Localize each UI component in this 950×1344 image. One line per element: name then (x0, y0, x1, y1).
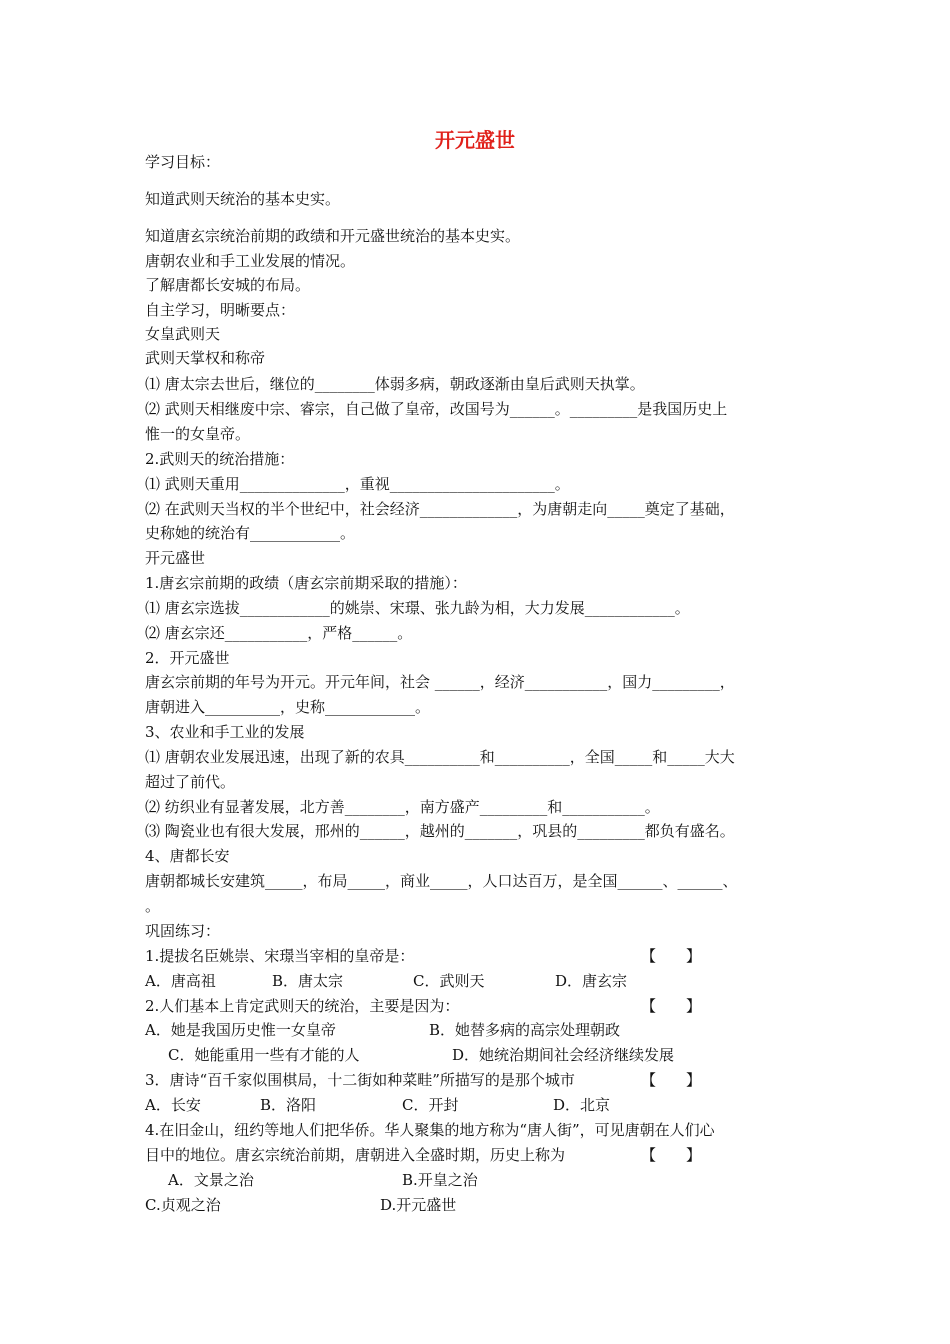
text-line: 3、农业和手工业的发展 (145, 723, 305, 741)
option: A．文景之治 (168, 1171, 254, 1189)
text-line: 2.武则天的统治措施： (145, 450, 295, 468)
option: B．唐太宗 (272, 972, 344, 990)
question-4: 4.在旧金山，纽约等地人们把华侨。华人聚集的地方称为“唐人街”，可见唐朝在人们心 (145, 1121, 715, 1139)
answer-bracket: 【 】 (641, 1146, 702, 1164)
text-line: 开元盛世 (145, 549, 206, 567)
option: A．她是我国历史惟一女皇帝 (145, 1021, 336, 1039)
text-line: ⑵ 在武则天当权的半个世纪中，社会经济_____________，为唐朝走向_____奠定了基础， (145, 500, 735, 518)
option: B．洛阳 (260, 1096, 317, 1114)
answer-bracket: 【 】 (641, 997, 702, 1015)
option: A．唐高祖 (145, 972, 216, 990)
option: C．武则天 (413, 972, 485, 990)
text-line: 知道唐玄宗统治前期的政绩和开元盛世统治的基本史实。 (145, 227, 521, 245)
text-line: ⑶ 陶瓷业也有很大发展，邢州的______，越州的_______，巩县的_________都负有盛名。 (145, 822, 735, 840)
option: C．开封 (402, 1096, 459, 1114)
answer-bracket: 【 】 (641, 947, 702, 965)
text-line: 1.唐玄宗前期的政绩（唐玄宗前期采取的措施）： (145, 574, 467, 592)
text-line: 女皇武则天 (145, 325, 221, 343)
answer-bracket: 【 】 (641, 1071, 702, 1089)
text-line: ⑴ 唐玄宗选拔____________的姚崇、宋璟、张九龄为相，大力发展____________。 (145, 599, 690, 617)
text-line: ⑴ 唐太宗去世后，继位的________体弱多病，朝政逐渐由皇后武则天执掌。 (145, 375, 645, 393)
question-4-cont: 目中的地位。唐玄宗统治前期，唐朝进入全盛时期，历史上称为 (145, 1146, 566, 1164)
option: D．北京 (553, 1096, 611, 1114)
text-line: 唐朝进入__________，史称____________。 (145, 698, 431, 716)
question-2: 2.人们基本上肯定武则天的统治，主要是因为： (145, 997, 460, 1015)
text-line: 学习目标： (145, 153, 221, 171)
text-line: 唐朝农业和手工业发展的情况。 (145, 252, 356, 270)
text-line: 惟一的女皇帝。 (145, 425, 251, 443)
option: C．她能重用一些有才能的人 (168, 1046, 360, 1064)
text-line: ⑵ 纺织业有显著发展，北方善________，南方盛产_________和___________。 (145, 798, 660, 816)
text-line: 超过了前代。 (145, 773, 236, 791)
text-line: 武则天掌权和称帝 (145, 349, 266, 367)
text-line: ⑴ 武则天重用______________，重视______________________。 (145, 475, 570, 493)
option: B．她替多病的高宗处理朝政 (429, 1021, 621, 1039)
text-line: 自主学习，明晰要点： (145, 301, 296, 319)
text-line: 了解唐都长安城的布局。 (145, 276, 311, 294)
text-line: ⑵ 武则天相继废中宗、睿宗，自己做了皇帝，改国号为______。_________是我国历史上 (145, 400, 728, 418)
option: D.开元盛世 (380, 1196, 457, 1214)
option: D．唐玄宗 (555, 972, 628, 990)
option: A．长安 (145, 1096, 201, 1114)
text-line: 史称她的统治有____________。 (145, 524, 356, 542)
text-line: ⑵ 唐玄宗还___________，严格______。 (145, 624, 413, 642)
option: D．她统治期间社会经济继续发展 (452, 1046, 675, 1064)
text-line: 2．开元盛世 (145, 649, 230, 667)
text-line: 巩固练习： (145, 922, 221, 940)
question-1: 1.提拔名臣姚崇、宋璟当宰相的皇帝是： (145, 947, 415, 965)
text-line: 唐朝都城长安建筑_____，布局_____，商业_____，人口达百万，是全国______、______、 (145, 872, 738, 890)
text-line: 。 (145, 897, 161, 915)
text-line: 唐玄宗前期的年号为开元。开元年间，社会 ______，经济___________，国力_________， (145, 673, 735, 691)
text-line: 4、唐都长安 (145, 847, 230, 865)
text-line: ⑴ 唐朝农业发展迅速，出现了新的农具__________和__________，全国_____和_____大大 (145, 748, 735, 766)
question-3: 3．唐诗“百千家似围棋局，十二街如种菜畦”所描写的是那个城市 (145, 1071, 575, 1089)
option: C.贞观之治 (145, 1196, 221, 1214)
document-title: 开元盛世 (435, 128, 515, 152)
text-line: 知道武则天统治的基本史实。 (145, 190, 341, 208)
option: B.开皇之治 (402, 1171, 478, 1189)
